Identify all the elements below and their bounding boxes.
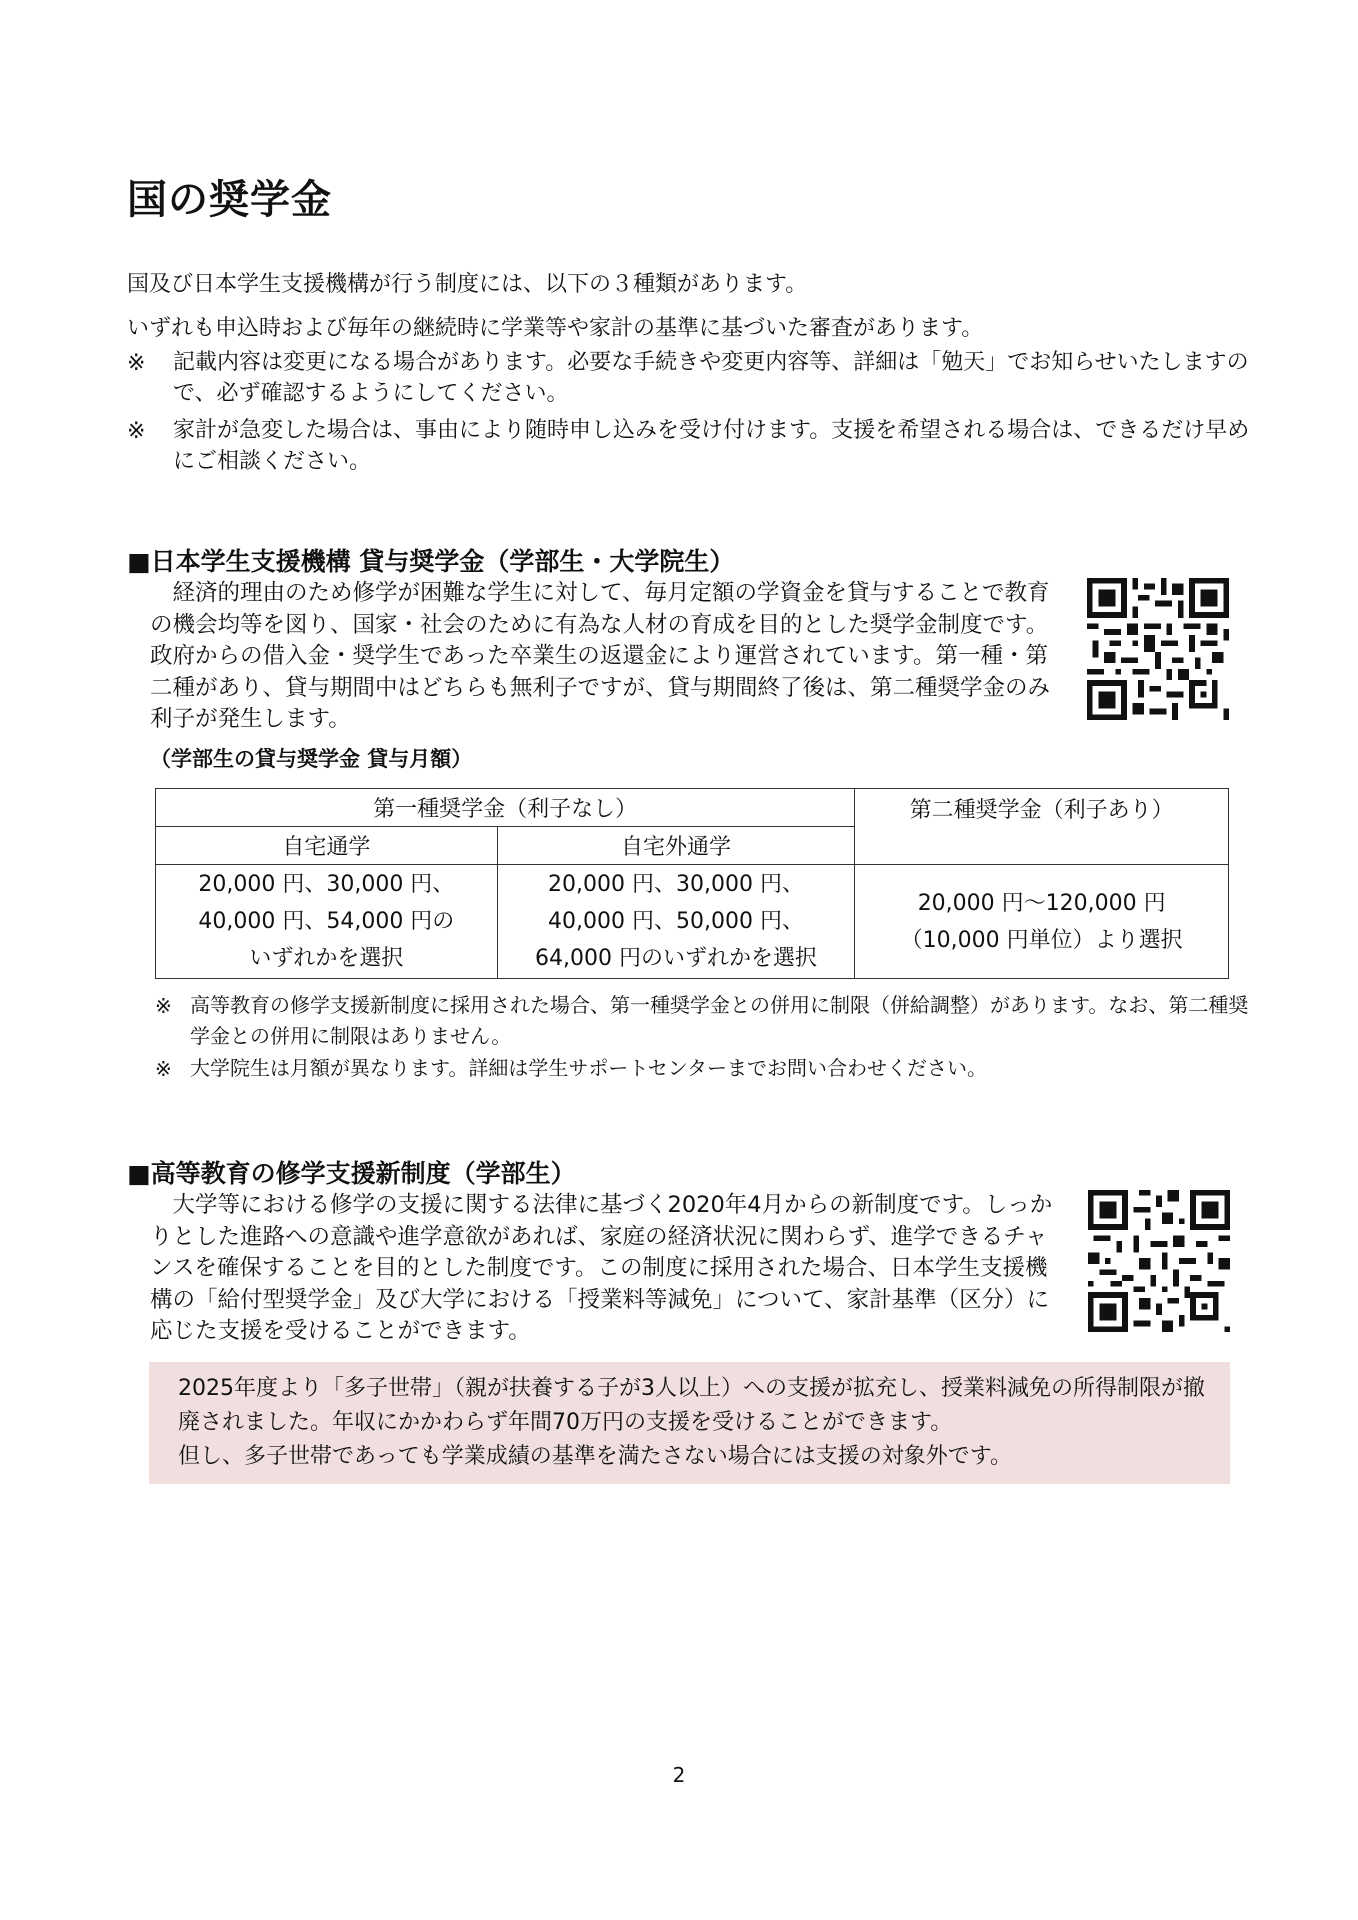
note-mark: ※ xyxy=(155,994,172,1018)
home-amount-line: 40,000 円、54,000 円の xyxy=(198,909,455,934)
table-note-2: 大学院生は月額が異なります。詳細は学生サポートセンターまでお問い合わせください。 xyxy=(190,1056,987,1080)
type2-header: 第二種奨学金（利子あり） xyxy=(855,789,1229,865)
highlight-line: 但し、多子世帯であっても学業成績の基準を満たさない場合には支援の対象外です。 xyxy=(178,1444,1013,1469)
intro-line-1: 国及び日本学生支援機構が行う制度には、以下の３種類があります。 xyxy=(127,272,808,297)
note-mark: ※ xyxy=(155,1057,172,1081)
highlight-text xyxy=(178,1372,1218,1474)
section1-subheading: （学部生の貸与奨学金 貸与月額） xyxy=(150,747,473,771)
away-amount-line: 40,000 円、50,000 円、 xyxy=(548,909,804,934)
away-commute-header: 自宅外通学 xyxy=(497,827,855,865)
home-amounts-cell xyxy=(156,865,498,979)
home-commute-header: 自宅通学 xyxy=(156,827,498,865)
home-amount-line: 20,000 円、30,000 円、 xyxy=(198,872,455,897)
intro-line-2: いずれも申込時および毎年の継続時に学業等や家計の基準に基づいた審査があります。 xyxy=(127,316,984,341)
type2-amounts-cell xyxy=(855,865,1229,979)
section2-paragraph: 大学等における修学の支援に関する法律に基づく2020年4月からの新制度です。しっかりとした進路への意識や進学意欲があれば、家庭の経済状況に関わらず、進学できるチャンスを確保することを目的とした制度です。この制度に採用された場合、日本学生支援機構の「給付型奨学金」及び大学における「授業料等減免」について、家計基準（区分）に応じた支援を受けることができます。 xyxy=(150,1192,1053,1344)
table-note-1: 高等教育の修学支援新制度に採用された場合、第一種奨学金との併用に制限（併給調整）があります。なお、第二種奨学金との併用に制限はありません。 xyxy=(190,993,1249,1048)
page-number: 2 xyxy=(672,1763,686,1787)
page-title: 国の奨学金 xyxy=(127,177,332,223)
intro-note-2: 家計が急変した場合は、事由により随時申し込みを受け付けます。支援を希望される場合は、できるだけ早めにご相談ください。 xyxy=(173,418,1250,474)
section1-heading: ■日本学生支援機構 貸与奨学金（学部生・大学院生） xyxy=(127,547,735,576)
note-mark: ※ xyxy=(127,419,146,444)
type2-amount-line: 20,000 円～120,000 円 xyxy=(917,890,1166,916)
grant-amount-table xyxy=(155,788,1229,979)
home-amount-line: いずれかを選択 xyxy=(249,946,404,971)
qr-code-icon[interactable] xyxy=(1088,1190,1230,1332)
away-amounts-cell xyxy=(497,865,855,979)
away-amount-line: 20,000 円、30,000 円、 xyxy=(548,872,804,897)
qr-code-icon[interactable] xyxy=(1087,578,1229,720)
note-mark: ※ xyxy=(127,351,146,376)
type2-amount-line: （10,000 円単位）より選択 xyxy=(900,927,1183,953)
section2-heading: ■高等教育の修学支援新制度（学部生） xyxy=(127,1159,576,1188)
intro-note-1: 記載内容は変更になる場合があります。必要な手続きや変更内容等、詳細は「勉天」でお知らせいたしますので、必ず確認するようにしてください。 xyxy=(173,350,1249,406)
highlight-line: 2025年度より「多子世帯」（親が扶養する子が3人以上）への支援が拡充し、授業料減免の所得制限が撤廃されました。年収にかかわらず年間70万円の支援を受けることができます。 xyxy=(178,1376,1205,1435)
type1-header: 第一種奨学金（利子なし） xyxy=(156,789,855,827)
section1-paragraph: 経済的理由のため修学が困難な学生に対して、毎月定額の学資金を貸与することで教育の機会均等を図り、国家・社会のために有為な人材の育成を目的とした奨学金制度です。政府からの借入金・奨学生であった卒業生の返還金により運営されています。第一種・第二種があり、貸与期間中はどちらも無利子ですが、貸与期間終了後は、第二種奨学金のみ利子が発生します。 xyxy=(150,580,1051,732)
away-amount-line: 64,000 円のいずれかを選択 xyxy=(535,946,817,971)
